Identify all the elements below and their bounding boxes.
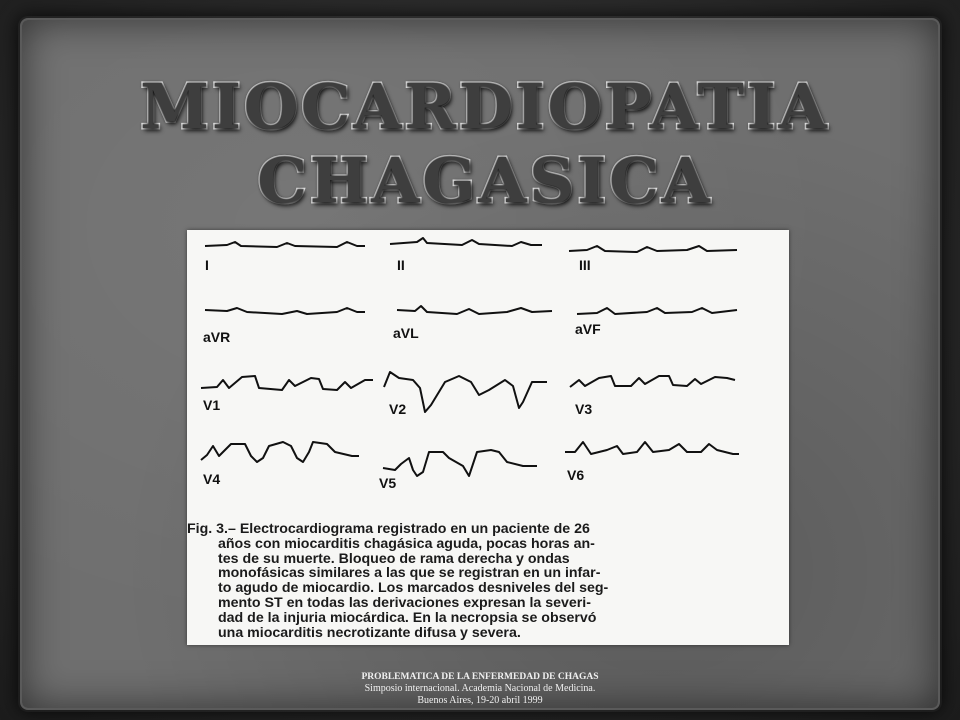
ecg-trace-V4 — [201, 442, 359, 462]
caption-line: monofásicas similares a las que se registran en un infar- — [218, 565, 601, 582]
lead-label-aVR: aVR — [203, 329, 231, 345]
lead-label-III: III — [579, 257, 591, 273]
ecg-trace-V3 — [570, 376, 735, 387]
lead-label-II: II — [397, 257, 405, 273]
caption-line: años con miocarditis chagásica aguda, pocas horas an- — [218, 535, 595, 552]
title-line-1: MIOCARDIOPATIA — [140, 70, 830, 143]
figure-caption — [187, 522, 777, 640]
lead-label-V1: V1 — [203, 397, 221, 413]
source-footer — [300, 671, 660, 707]
caption-line: Fig. 3.– Electrocardiograma registrado en un paciente de 26 — [187, 521, 590, 537]
footer-date: Buenos Aires, 19-20 abril 1999 — [417, 695, 543, 706]
title-line-2: CHAGASICA — [257, 144, 713, 217]
ecg-trace-II — [390, 238, 542, 246]
lead-label-aVF: aVF — [575, 321, 601, 337]
ecg-trace-aVL — [397, 306, 552, 314]
ecg-trace-V6 — [565, 442, 739, 454]
lead-label-V3: V3 — [575, 401, 593, 417]
caption-line: to agudo de miocardio. Los marcados desniveles del seg- — [218, 580, 609, 597]
caption-line: dad de la injuria miocárdica. En la necropsia se observó — [218, 609, 597, 626]
lead-label-V6: V6 — [567, 467, 585, 483]
ecg-trace-aVR — [205, 308, 365, 314]
ecg-tracings — [187, 230, 789, 520]
footer-subtitle: Simposio internacional. Academia Nacional de Medicina. — [364, 683, 596, 694]
lead-label-V2: V2 — [389, 401, 407, 417]
footer-title: PROBLEMATICA DE LA ENFERMEDAD DE CHAGAS — [361, 672, 599, 682]
ecg-trace-V1 — [201, 376, 373, 390]
caption-line: mento ST en todas las derivaciones expresan la severi- — [218, 594, 591, 611]
ecg-figure — [187, 230, 789, 645]
lead-label-V4: V4 — [203, 471, 221, 487]
ecg-trace-I — [205, 242, 365, 247]
ecg-trace-III — [569, 246, 737, 252]
caption-line: una miocarditis necrotizante difusa y severa. — [218, 624, 521, 641]
slide-title — [120, 70, 850, 218]
lead-label-I: I — [205, 257, 209, 273]
lead-label-aVL: aVL — [393, 325, 419, 341]
ecg-trace-V5 — [383, 450, 537, 476]
ecg-trace-aVF — [577, 308, 737, 314]
caption-line: tes de su muerte. Bloqueo de rama derecha y ondas — [218, 550, 570, 567]
ecg-trace-V2 — [384, 372, 547, 412]
lead-label-V5: V5 — [379, 475, 397, 491]
